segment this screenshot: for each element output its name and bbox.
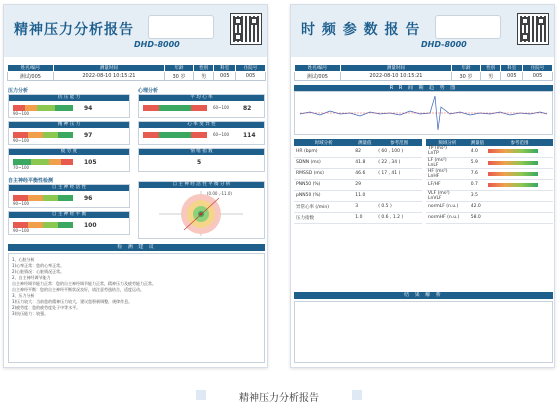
table-row bbox=[294, 157, 422, 168]
box-range: 70~100 bbox=[13, 165, 30, 170]
table-row bbox=[294, 168, 422, 179]
advice-line: 3、压力分析 bbox=[12, 293, 35, 298]
row-value: 41.8 bbox=[353, 157, 376, 168]
row-value: 7.6 bbox=[469, 168, 486, 179]
table-row bbox=[294, 212, 422, 223]
box-value: 94 bbox=[84, 105, 93, 112]
level-bar bbox=[143, 132, 207, 138]
rr-trend-plot bbox=[295, 92, 552, 134]
row-name bbox=[426, 190, 469, 201]
info-value: 男 bbox=[480, 72, 501, 81]
ecg-band: R R 间 期 趋 势 图 bbox=[294, 85, 553, 92]
pressure-section-label: 压力分析 bbox=[8, 88, 29, 94]
row-name: PNN50 (%) bbox=[294, 179, 353, 190]
info-value: 2022-08-10 10:15:21 bbox=[340, 72, 451, 81]
image-caption: 精神压力分析报告 bbox=[239, 393, 319, 404]
nerve-box bbox=[8, 211, 130, 235]
header-blank-box bbox=[435, 15, 501, 39]
report-header bbox=[291, 5, 554, 57]
stress-report-page bbox=[3, 4, 268, 368]
report-header bbox=[4, 5, 267, 57]
rr-trend-chart bbox=[294, 91, 553, 135]
info-header: 测量时间 bbox=[53, 65, 164, 72]
advice-line: 1)心率正常：您的心率正常。 bbox=[12, 263, 65, 268]
info-value: 测试/005 bbox=[8, 72, 54, 81]
info-value bbox=[452, 72, 481, 81]
table-row bbox=[294, 179, 422, 190]
row-unit: LnLF bbox=[428, 162, 439, 168]
table-row bbox=[426, 146, 553, 157]
table-row bbox=[426, 179, 553, 190]
advice-line: 自主神经平衡：您的自主神经平衡状况良好，请注意劳逸结合，适度运动。 bbox=[12, 287, 144, 292]
row-value: 0.7 bbox=[469, 179, 486, 190]
col-header: 参考范围 bbox=[486, 139, 553, 146]
freq-domain-table bbox=[426, 139, 553, 224]
row-range bbox=[376, 190, 422, 201]
stress-box bbox=[8, 121, 130, 145]
header-blank-box bbox=[148, 15, 214, 39]
level-bar bbox=[143, 105, 207, 111]
advice-band: 检 测 建 议 bbox=[8, 244, 265, 251]
table-row bbox=[294, 190, 422, 201]
info-header: 姓名/编号 bbox=[8, 65, 54, 72]
advice-line: 自主神经调节能力正常：您的自主神经调节能力正常，精神压力及疲劳能力正常。 bbox=[12, 281, 156, 286]
box-value: 105 bbox=[84, 159, 97, 166]
nerve-box bbox=[8, 184, 130, 208]
row-range: ( 60 , 100 ) bbox=[376, 146, 422, 157]
table-row bbox=[426, 201, 553, 212]
row-name-text: LF/HF bbox=[428, 182, 441, 187]
report-title: 时 频 参 数 报 告 bbox=[301, 22, 421, 38]
box-range: 90~100 bbox=[13, 138, 30, 143]
box-range: 60~100 bbox=[213, 132, 230, 137]
measurement-point bbox=[200, 213, 203, 216]
info-value: 2022-08-10 10:15:21 bbox=[53, 72, 164, 81]
row-value: 3.5 bbox=[469, 190, 486, 201]
advice-line: 2、自主神经调节能力 bbox=[12, 275, 51, 280]
table-row bbox=[294, 146, 422, 157]
row-name-text: normHF (n.u.) bbox=[428, 215, 460, 220]
row-range: ( 17 , 41 ) bbox=[376, 168, 422, 179]
info-header: 姓名/编号 bbox=[295, 65, 341, 72]
row-range bbox=[376, 179, 422, 190]
row-name-text: VLF (ms²) bbox=[428, 190, 450, 196]
stress-box bbox=[8, 94, 130, 118]
device-model: DHD-8000 bbox=[134, 40, 180, 49]
psych-box bbox=[138, 94, 265, 118]
info-header: 住院号 bbox=[523, 65, 553, 72]
psych-box bbox=[138, 121, 265, 145]
table-row bbox=[426, 168, 553, 179]
stress-box bbox=[8, 148, 130, 172]
box-title: 抗 压 能 力 bbox=[9, 95, 129, 101]
row-name: 异常心率 (/min) bbox=[294, 201, 353, 212]
box-range: 90~100 bbox=[13, 228, 30, 233]
info-value: 005 bbox=[236, 72, 266, 81]
advice-line: 3)抗压能力：较强。 bbox=[12, 311, 49, 316]
box-value: 82 bbox=[243, 105, 252, 112]
col-header: 时域分析 bbox=[294, 139, 353, 146]
nerve-section-label: 自主神经平衡性检测 bbox=[8, 178, 54, 184]
psych-box bbox=[138, 148, 265, 172]
table-row bbox=[426, 212, 553, 223]
row-value: 1.0 bbox=[353, 212, 376, 223]
next-marker[interactable] bbox=[352, 390, 362, 400]
box-title: 疲 劳 度 bbox=[9, 149, 129, 155]
row-name-text: normLF (n.u.) bbox=[428, 204, 459, 209]
row-name bbox=[426, 168, 469, 179]
info-header: 测量时间 bbox=[340, 65, 451, 72]
info-value: 测试/005 bbox=[295, 72, 341, 81]
col-header: 测量值 bbox=[470, 140, 485, 146]
box-title: 心 率 变 异 性 bbox=[139, 122, 264, 128]
patient-info-table bbox=[294, 64, 553, 81]
age-value: 30 bbox=[172, 73, 179, 80]
row-bar bbox=[486, 168, 553, 179]
info-header: 年龄 bbox=[452, 65, 481, 72]
box-range: 90~100 bbox=[13, 201, 30, 206]
scatter-value: (0.00 ,-11.0) bbox=[207, 191, 232, 196]
col-header: 参考范围 bbox=[376, 139, 422, 146]
box-value: 114 bbox=[243, 132, 256, 139]
box-range: 90~100 bbox=[13, 111, 30, 116]
box-value: 96 bbox=[84, 195, 93, 202]
box-title: 精 神 压 力 bbox=[9, 122, 129, 128]
row-name bbox=[426, 146, 469, 157]
row-value: 5.9 bbox=[469, 157, 486, 168]
time-freq-report-page bbox=[290, 4, 555, 368]
info-value: 男 bbox=[193, 72, 214, 81]
advice-line: 2)疲劳度：您的疲劳度处于中等水平。 bbox=[12, 305, 81, 310]
table-row bbox=[294, 201, 422, 212]
row-range: ( 22 , 34 ) bbox=[376, 157, 422, 168]
row-bar bbox=[486, 157, 553, 168]
psych-section-label: 心理分析 bbox=[138, 88, 159, 94]
row-name-text: TP (ms²) bbox=[428, 146, 447, 152]
row-name bbox=[426, 179, 469, 190]
qr-code-icon bbox=[231, 14, 261, 44]
row-name bbox=[426, 157, 469, 168]
info-header: 性别 bbox=[480, 65, 501, 72]
row-name bbox=[426, 212, 469, 223]
info-header: 科室 bbox=[501, 65, 523, 72]
info-value: 005 bbox=[214, 72, 236, 81]
row-name bbox=[426, 201, 469, 212]
box-title: 平 均 心 率 bbox=[139, 95, 264, 101]
row-value: 29 bbox=[353, 179, 376, 190]
row-value: 11.0 bbox=[353, 190, 376, 201]
info-header: 性别 bbox=[193, 65, 214, 72]
row-bar bbox=[486, 212, 553, 223]
row-name-text: LF (ms²) bbox=[428, 157, 447, 163]
row-name: SDNN (ms) bbox=[294, 157, 353, 168]
box-title: 情 绪 指 数 bbox=[139, 149, 264, 155]
row-value: 3 bbox=[353, 201, 376, 212]
age-unit: 岁 bbox=[180, 73, 186, 80]
advice-line: 1)压力较大：当前您的精神压力较大，建议您积极调整，规律作息。 bbox=[12, 299, 133, 304]
info-header: 年龄 bbox=[165, 65, 194, 72]
age-value: 30 bbox=[459, 73, 466, 80]
target-plot bbox=[139, 188, 264, 238]
col-header: 测量值 bbox=[353, 139, 376, 146]
patient-info-table bbox=[7, 64, 266, 81]
box-value: 5 bbox=[197, 159, 202, 166]
age-unit: 岁 bbox=[467, 73, 473, 80]
info-header: 科室 bbox=[214, 65, 236, 72]
info-value: 005 bbox=[501, 72, 523, 81]
box-title: 自 主 神 经 活 性 平 衡 分 析 bbox=[139, 182, 264, 188]
advice-line: 2)心脏情况：心脏情况正常。 bbox=[12, 269, 65, 274]
table-row bbox=[426, 157, 553, 168]
row-value: 42.0 bbox=[469, 201, 486, 212]
time-domain-table bbox=[294, 139, 422, 224]
col-header: 频域分析 bbox=[426, 139, 469, 146]
row-name: pNN50 (%) bbox=[294, 190, 353, 201]
row-name-text: HF (ms²) bbox=[428, 168, 448, 174]
row-value: 82 bbox=[353, 146, 376, 157]
row-unit: LnTP bbox=[428, 151, 439, 157]
box-title: 自 主 神 经 平 衡 bbox=[9, 212, 129, 218]
analysis-panel bbox=[294, 301, 553, 363]
row-value: 46.6 bbox=[353, 168, 376, 179]
box-value: 100 bbox=[84, 222, 97, 229]
info-value: 005 bbox=[523, 72, 553, 81]
row-name: HR (bpm) bbox=[294, 146, 353, 157]
row-unit: LnVLF bbox=[428, 195, 442, 201]
row-bar bbox=[486, 201, 553, 212]
row-name: 压力指数 bbox=[294, 212, 353, 223]
row-range: ( 0.5 ) bbox=[376, 201, 422, 212]
table-row bbox=[426, 190, 553, 201]
info-value bbox=[165, 72, 194, 81]
nerve-balance-chart bbox=[138, 181, 265, 239]
info-header: 住院号 bbox=[236, 65, 266, 72]
box-value: 97 bbox=[84, 132, 93, 139]
analysis-band: 结 果 解 析 bbox=[294, 292, 553, 299]
row-bar bbox=[486, 190, 553, 201]
advice-line: 1、心脏分析 bbox=[12, 257, 35, 262]
report-title: 精神压力分析报告 bbox=[14, 22, 134, 38]
row-value: 58.0 bbox=[469, 212, 486, 223]
qr-code-icon bbox=[518, 14, 548, 44]
row-unit: LnHF bbox=[428, 173, 440, 179]
box-range: 60~100 bbox=[213, 105, 230, 110]
row-range: ( 0.6 , 1.2 ) bbox=[376, 212, 422, 223]
advice-panel bbox=[8, 253, 265, 363]
row-value: 4.0 bbox=[469, 146, 486, 157]
row-bar bbox=[486, 179, 553, 190]
row-name: RMSSD (ms) bbox=[294, 168, 353, 179]
device-model: DHD-8000 bbox=[421, 40, 467, 49]
box-title: 自 主 神 经 活 性 bbox=[9, 185, 129, 191]
row-bar bbox=[486, 146, 553, 157]
